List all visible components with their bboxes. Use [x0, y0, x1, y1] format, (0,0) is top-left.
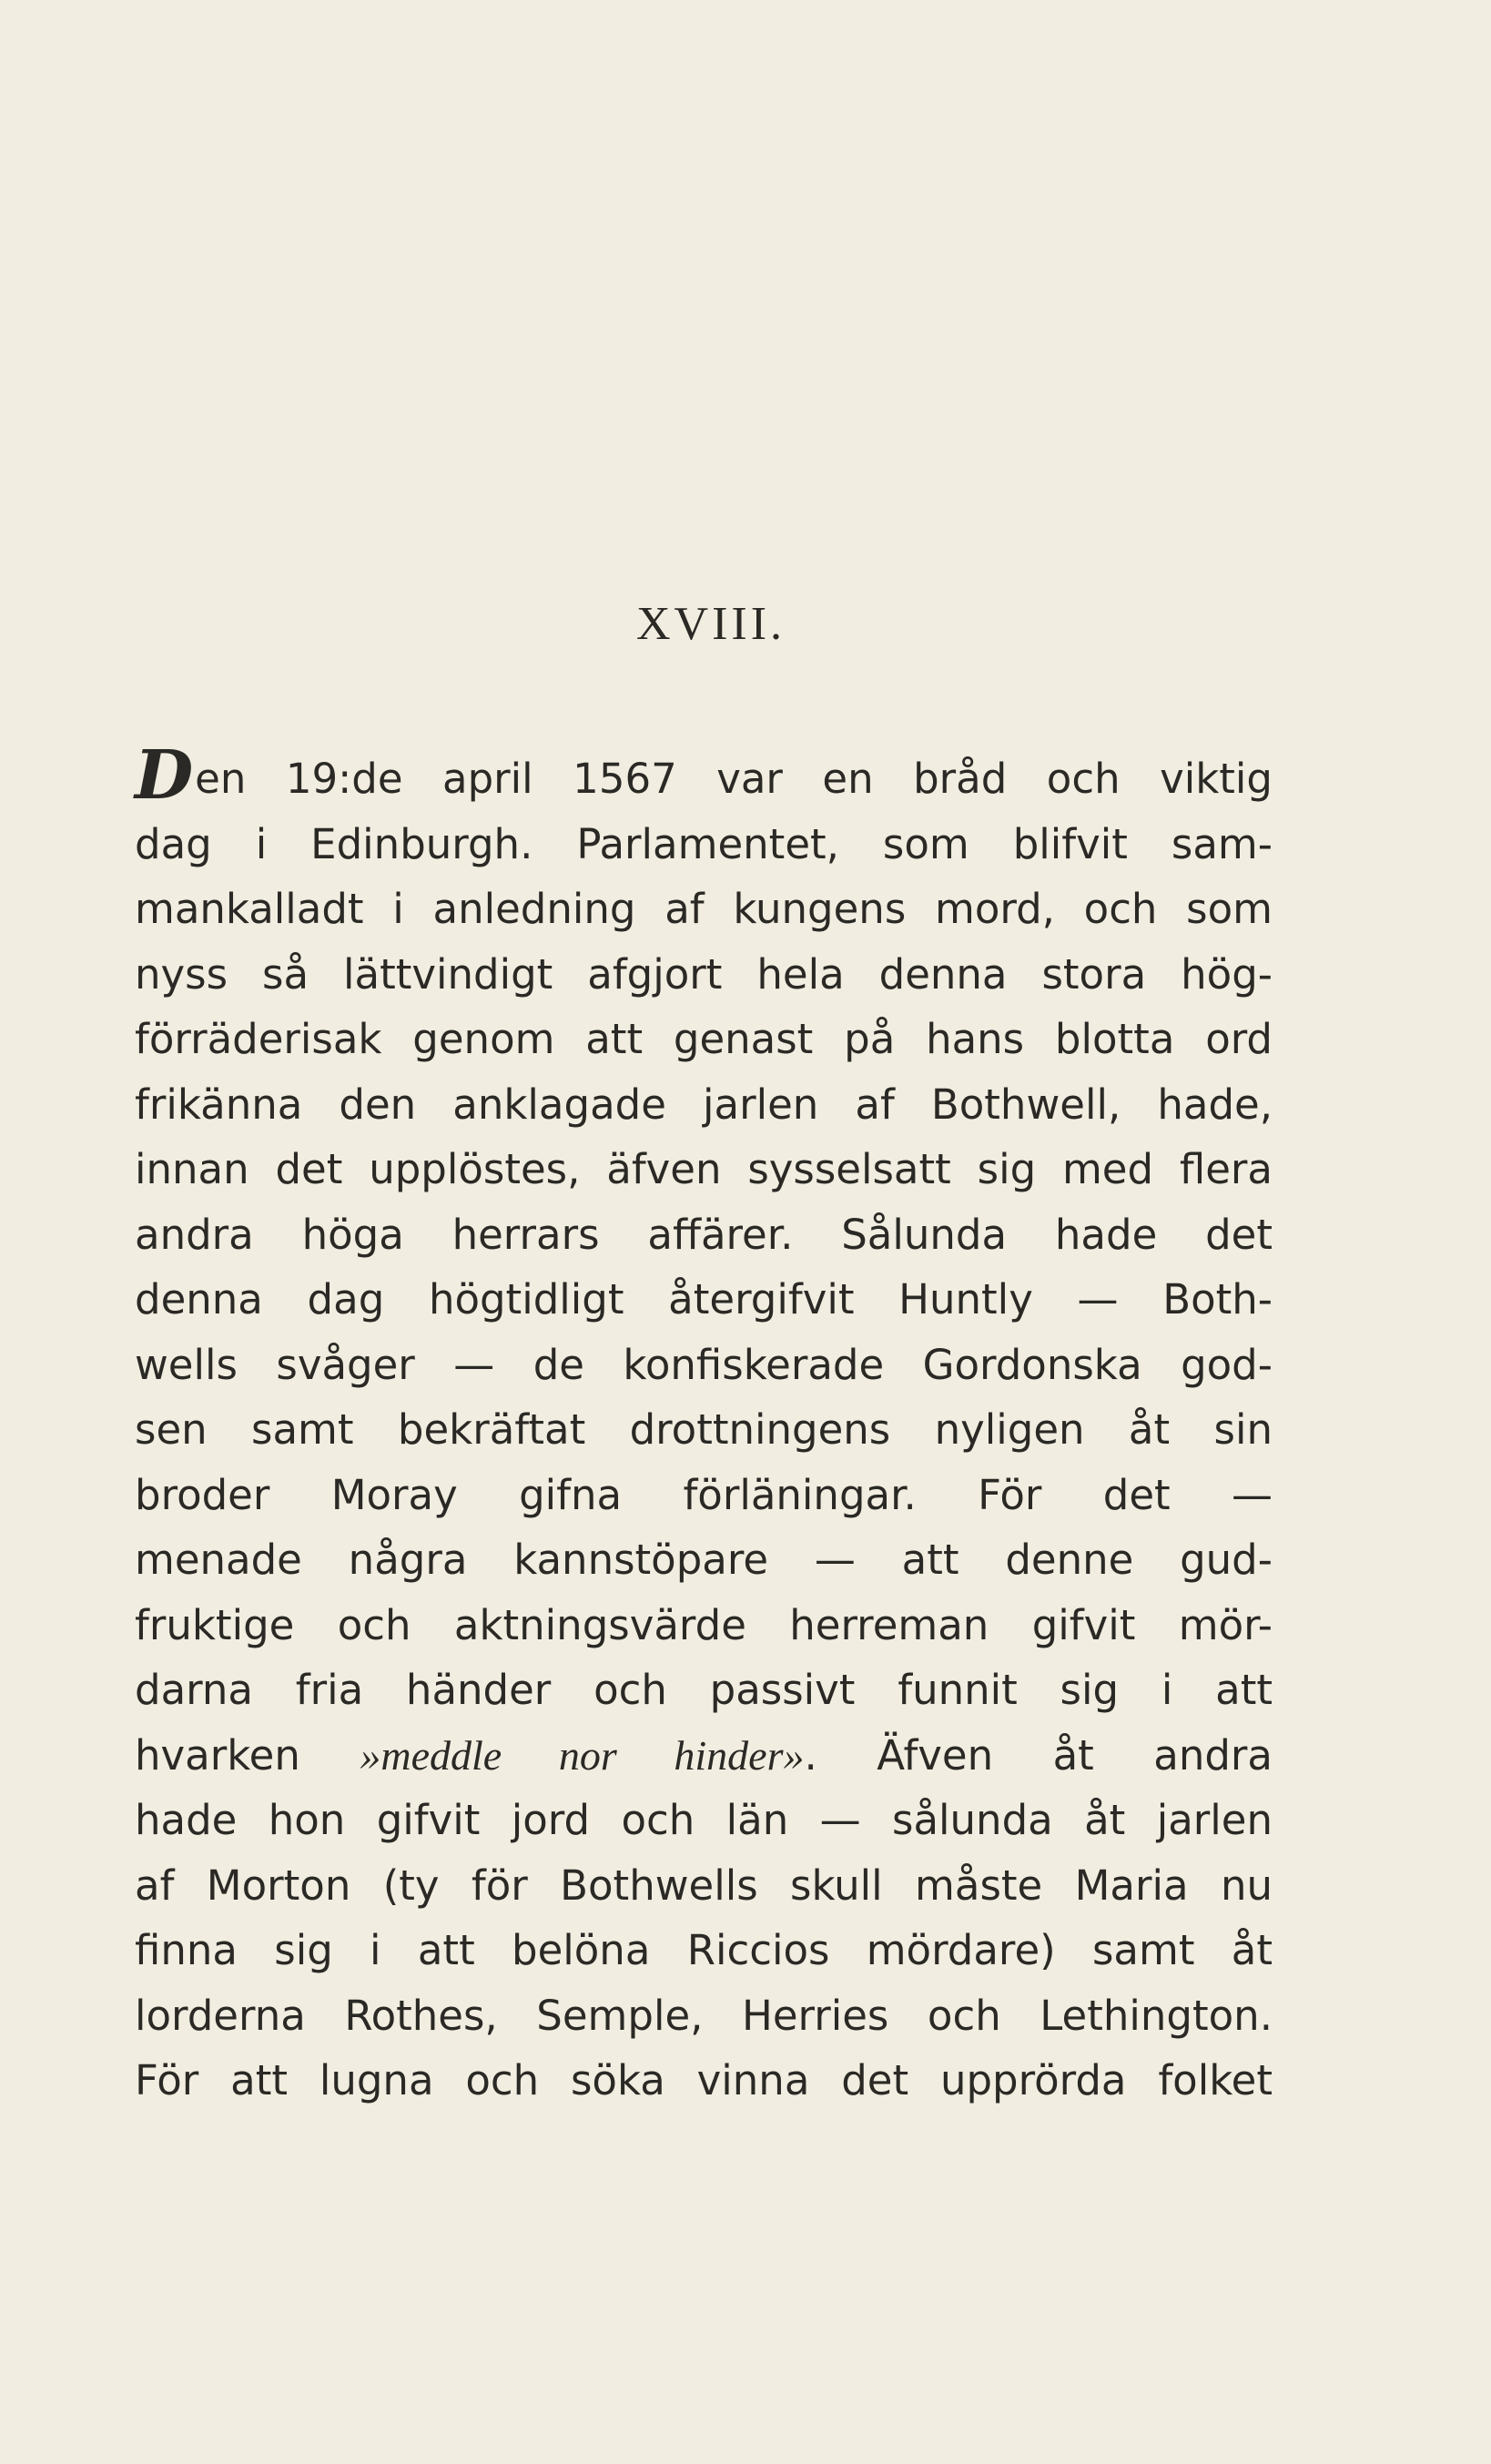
- chapter-paragraph: [135, 736, 1273, 2114]
- text-line: menade några kannstöpare — att denne gud-: [135, 1536, 1273, 1584]
- text-line: darna fria händer och passivt funnit sig i att: [135, 1666, 1273, 1714]
- text-line: fruktige och aktningsvärde herreman gifvit mör-: [135, 1600, 1273, 1649]
- text-line: wells svåger — de konfiskerade Gordonska god-: [135, 1340, 1273, 1389]
- quote-italic: »meddle nor hinder»: [360, 1731, 805, 1779]
- text-line: af Morton (ty för Bothwells skull måste Maria nu: [135, 1861, 1273, 1910]
- quote-after: . Äfven åt andra: [804, 1730, 1273, 1780]
- text-line: frikänna den anklagade jarlen af Bothwell, hade,: [135, 1080, 1273, 1129]
- text-line: denna dag högtidligt återgifvit Huntly — Both-: [135, 1275, 1273, 1323]
- text-line-1: [135, 736, 1273, 815]
- text-line: innan det upplöstes, äfven sysselsatt sig med flera: [135, 1145, 1273, 1193]
- text-line: dag i Edinburgh. Parlamentet, som blifvit sam-: [135, 819, 1273, 868]
- text-line: sen samt bekräftat drottningens nyligen åt sin: [135, 1405, 1273, 1454]
- text-line-quote: [135, 1723, 1273, 1789]
- chapter-heading: XVIII.: [635, 598, 786, 650]
- text-line: finna sig i att belöna Riccios mördare) samt åt: [135, 1926, 1273, 1974]
- text-line: förräderisak genom att genast på hans blotta ord: [135, 1015, 1273, 1063]
- text-line: lorderna Rothes, Semple, Herries och Lethington.: [135, 1991, 1273, 2040]
- text-line: hade hon gifvit jord och län — sålunda åt jarlen: [135, 1796, 1273, 1844]
- text-line: nyss så lättvindigt afgjort hela denna stora hög-: [135, 949, 1273, 999]
- text-line: För att lugna och söka vinna det upprörda folket: [135, 2056, 1273, 2104]
- text-line: andra höga herrars affärer. Sålunda hade det: [135, 1210, 1273, 1259]
- first-line-text: en 19:de april 1567 var en bråd och viktig: [195, 755, 1273, 803]
- quote-before: hvarken: [135, 1730, 360, 1780]
- drop-initial: D: [135, 736, 194, 815]
- text-line: broder Moray gifna förläningar. För det —: [135, 1470, 1273, 1519]
- text-line: mankalladt i anledning af kungens mord, och som: [135, 885, 1273, 933]
